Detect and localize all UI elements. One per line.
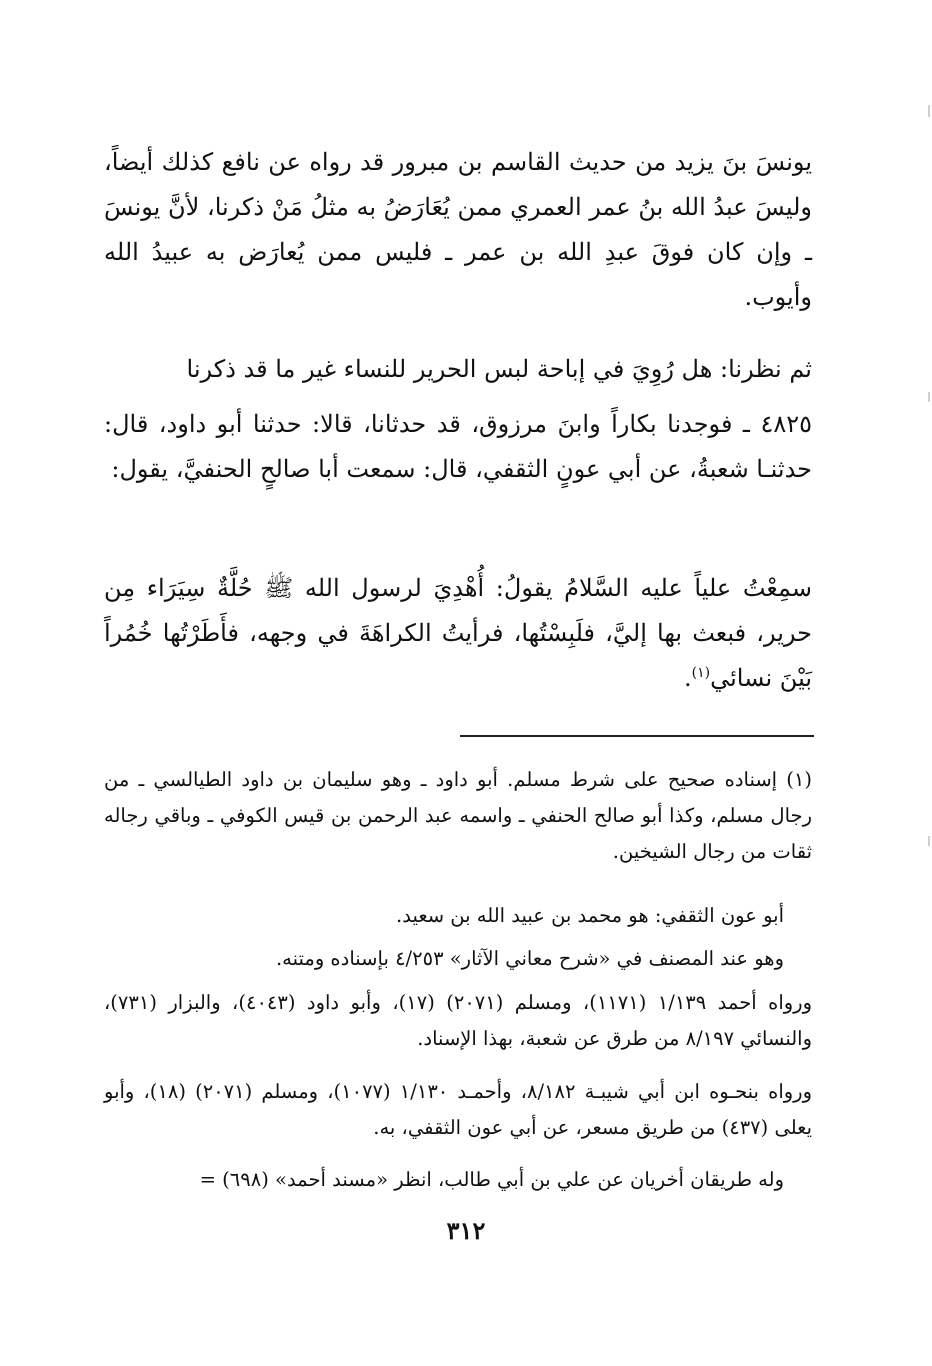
footnote-4: ورواه أحمد ١/١٣٩ (١١٧١)، ومسلم (٢٠٧١) (١٧)، وأبو داود (٤٠٤٣)، والبزار (٧٣١)، والنسائي ٨/١٩٧ من طرق عن شعبة، بهذا الإسناد. (104, 991, 812, 1050)
footnote-3: وهو عند المصنف في «شرح معاني الآثار» ٤/٢٥٣ بإسناده ومتنه. (275, 947, 784, 970)
footnote-marker[interactable]: (١) (691, 665, 711, 681)
main-paragraph-2: ثم نظرنا: هل رُوِيَ في إباحة لبس الحرير للنساء غير ما قد ذكرنا (186, 355, 812, 383)
scan-edge-mark (928, 105, 930, 117)
footnote-6: وله طريقان أخريان عن علي بن أبي طالب، انظر «مسند أحمد» (٦٩٨) = (199, 1168, 784, 1191)
hadith-matn-text: سمِعْتُ علياً عليه السَّلامُ يقولُ: أُهْدِيَ لرسول الله ﷺ حُلَّةٌ سِيَرَاء مِن حرير، فبعث بها إليَّ، فلَبِسْتُها، فرأيتُ الكراهَةَ في وجهه، فأَطَرْتُها خُمُراً بَيْنَ نسائي (104, 574, 812, 692)
hadith-isnad-paragraph: ٤٨٢٥ ـ فوجدنا بكاراً وابنَ مرزوق، قد حدثانا، قالا: حدثنا أبو داود، قال: حدثنـا شعبةُ، عن أبي عونٍ الثقفي، قال: سمعت أبا صالحٍ الحنفيَّ، يقول: (104, 410, 812, 483)
footnote-5: ورواه بنحـوه ابن أبي شيبـة ٨/١٨٢، وأحمـد ١/١٣٠ (١٠٧٧)، ومسلم (٢٠٧١) (١٨)، وأبو يعلى (٤٣٧) من طريق مسعر، عن أبي عون الثقفي، به. (104, 1080, 813, 1139)
scan-edge-mark (928, 392, 930, 402)
hadith-isnad-block (104, 402, 812, 492)
hadith-matn-paragraph (104, 566, 812, 701)
main-text-block (104, 347, 812, 392)
scan-edge-mark (928, 836, 930, 846)
main-paragraph-1: يونسَ بنَ يزيد من حديث القاسم بن مبرور قد رواه عن نافع كذلك أيضاً، وليسَ عبدُ الله بنُ عمر العمري ممن يُعَارَضُ به مثلُ مَنْ ذكرنا، لأنَّ يونسَ ـ وإن كان فوقَ عبدِ الله بن عمر ـ فليس ممن يُعارَض به عبيدُ الله وأيوب. (104, 148, 812, 311)
footnote-2: أبو عون الثقفي: هو محمد بن عبيد الله بن سعيد. (396, 904, 784, 927)
hadith-matn-end: . (683, 664, 692, 692)
footnote-1: (١) إسناده صحيح على شرط مسلم. أبو داود ـ وهو سليمان بن داود الطيالسي ـ من رجال مسلم، وكذا أبو صالح الحنفي ـ واسمه عبد الرحمن بن قيس الكوفي ـ وباقي رجاله ثقات من رجال الشيخين. (104, 768, 812, 863)
main-text-block (104, 140, 812, 320)
page-number: ٣١٢ (446, 1216, 486, 1245)
hadith-matn-block (104, 566, 812, 701)
footnote-separator (460, 735, 814, 737)
